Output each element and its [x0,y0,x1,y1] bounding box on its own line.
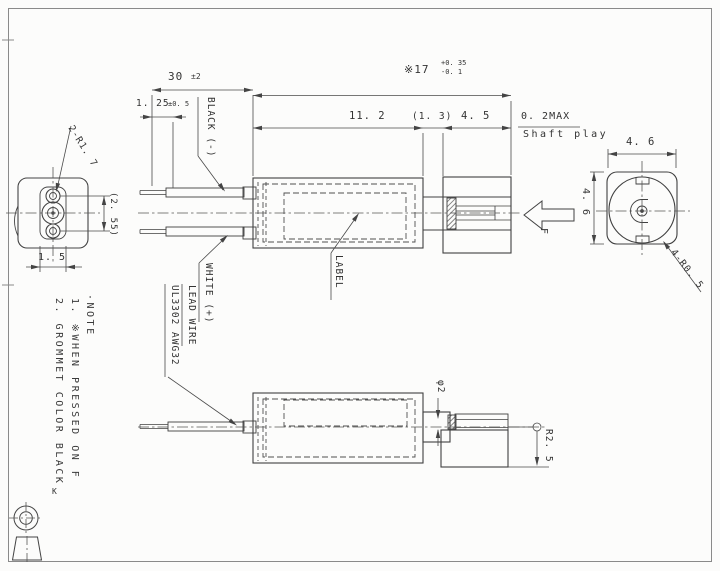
dim-weight-radius: R2. 5 [543,429,554,463]
dim-shaft-play-label: Shaft play [523,129,609,140]
bottom-view-dims [438,398,549,467]
dim-hole-radius: 2-R1. 7 [65,123,100,170]
dim-hole-pitch: (2. 55) [108,192,118,237]
label-black-wire: BLACK (-) [205,97,216,158]
force-arrow [524,201,574,229]
label-label: LABEL [333,255,344,289]
note-line-2: 2. GROMMET COLOR BLACK [53,298,64,486]
label-lead-wire: LEAD WIRE [186,285,197,346]
dim-overall-tol-plus: +0. 35 [441,59,467,67]
dim-body-length: 11. 2 [349,110,386,122]
dim-shaft-dia: φ2 [435,380,446,394]
note-line-1: 1. ※WHEN PRESSED ON F [69,298,80,480]
revision-mark: K [52,487,58,496]
bottom-view-body [140,393,508,467]
dim-strip-tol: ±0. 5 [168,100,190,108]
dim-right-width: 4. 6 [626,136,656,148]
dim-overall-length: ※17 [404,63,430,76]
label-wire-spec: UL3302 AWG32 [169,285,180,366]
dim-right-height: 4. 6 [580,188,591,217]
sheet-frame [2,9,712,562]
dim-strip-length: 1. 25 [136,98,170,109]
dim-slot-width: 1. 5 [38,252,67,263]
note-title: ·NOTE [84,294,95,337]
dim-lead-length-tol: ±2 [191,72,201,81]
label-force: F [538,228,549,236]
main-view-hidden [258,182,415,246]
dim-corner-radius: 4-R0. 5 [668,247,706,292]
projection-symbol [13,506,42,560]
dim-gap: (1. 3) [412,111,453,122]
label-white-wire: WHITE (+) [203,263,214,324]
left-end-view-dims [26,123,110,272]
dim-lead-length: 30 [168,70,184,83]
dim-overall-tol-minus: -0. 1 [441,68,463,76]
dim-shaft-play-value: 0. 2MAX [521,111,571,122]
dim-weight-length: 4. 5 [461,110,491,122]
bottom-view-hidden [258,397,415,461]
